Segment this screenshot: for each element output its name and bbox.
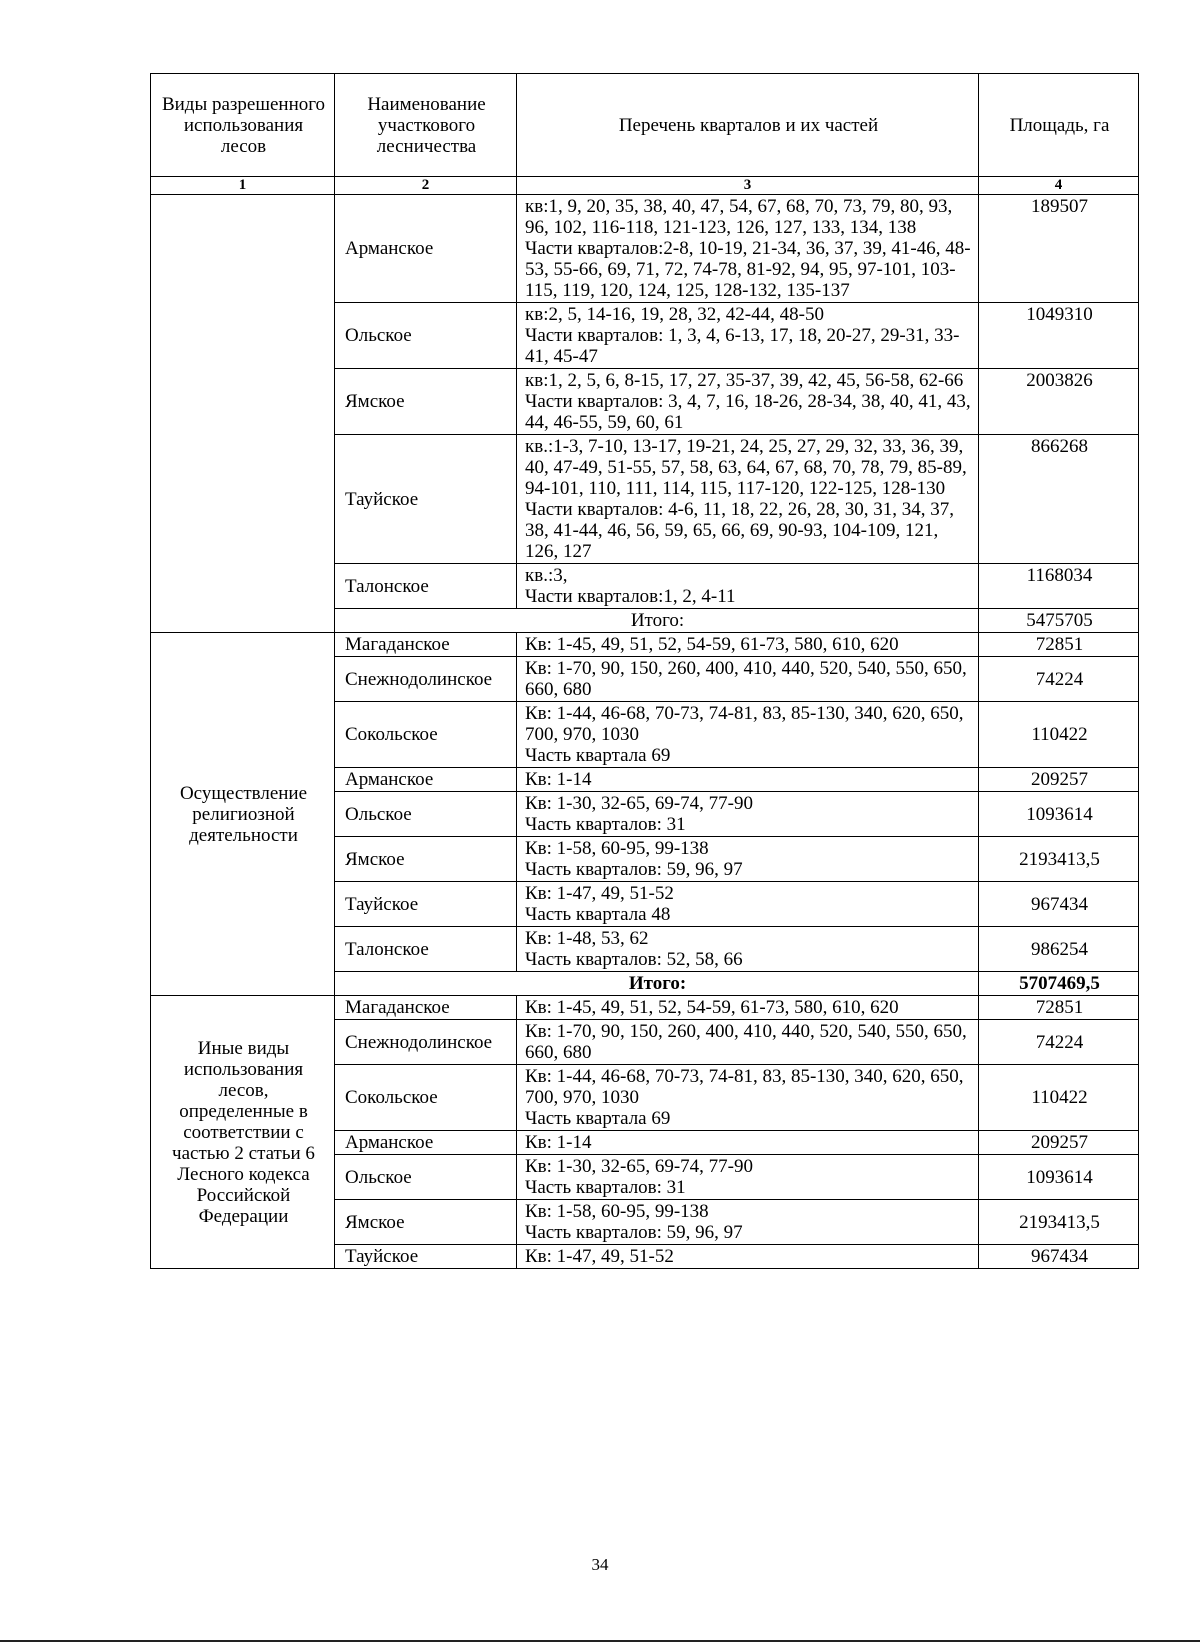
table-row (151, 195, 1139, 303)
quarters-cell (517, 837, 979, 882)
area-cell: 967434 (979, 1245, 1139, 1269)
quarters-cell (517, 996, 979, 1020)
quarters-line: Кв: 1-14 (525, 1132, 592, 1153)
use-type-cell (151, 195, 335, 633)
forestry-name-cell: Ямское (335, 369, 517, 435)
forestry-name-cell: Сокольское (335, 702, 517, 768)
quarters-cell (517, 1200, 979, 1245)
forest-use-table (150, 73, 1139, 1269)
header-forestry-name: Наименование участкового лесничества (335, 74, 517, 177)
total-label: Итого: (335, 972, 979, 996)
forestry-name-cell: Тауйское (335, 1245, 517, 1269)
forestry-name-cell: Ольское (335, 303, 517, 369)
quarters-cell (517, 1155, 979, 1200)
header-quarters-list: Перечень кварталов и их частей (517, 74, 979, 177)
total-value: 5475705 (979, 609, 1139, 633)
quarters-line: Часть квартала 48 (525, 904, 671, 925)
quarters-line: кв.:3, (525, 565, 568, 586)
column-number: 4 (979, 177, 1139, 195)
area-cell: 967434 (979, 882, 1139, 927)
quarters-cell (517, 792, 979, 837)
column-number: 1 (151, 177, 335, 195)
quarters-cell (517, 369, 979, 435)
area-cell: 110422 (979, 702, 1139, 768)
forestry-name-cell: Ольское (335, 1155, 517, 1200)
area-cell: 2193413,5 (979, 1200, 1139, 1245)
quarters-line: Части кварталов:1, 2, 4-11 (525, 586, 736, 607)
quarters-line: Часть кварталов: 52, 58, 66 (525, 949, 743, 970)
area-cell: 1168034 (979, 564, 1139, 609)
column-number-row (151, 177, 1139, 195)
quarters-line: Часть квартала 69 (525, 1108, 671, 1129)
quarters-cell (517, 435, 979, 564)
quarters-line: Части кварталов: 4-6, 11, 18, 22, 26, 28, 30, 31, 34, 37, 38, 41-44, 46, 56, 59, 65, 66, 69, 90-93, 104-109, 121, 126, 127 (525, 499, 955, 562)
quarters-cell (517, 768, 979, 792)
quarters-line: кв:1, 2, 5, 6, 8-15, 17, 27, 35-37, 39, 42, 45, 56-58, 62-66 (525, 370, 964, 391)
area-cell: 74224 (979, 1020, 1139, 1065)
forestry-name-cell: Ямское (335, 837, 517, 882)
bottom-rule (0, 1640, 1200, 1642)
quarters-line: Кв: 1-48, 53, 62 (525, 928, 649, 949)
quarters-line: Кв: 1-70, 90, 150, 260, 400, 410, 440, 520, 540, 550, 650, 660, 680 (525, 658, 967, 700)
quarters-line: Кв: 1-45, 49, 51, 52, 54-59, 61-73, 580, 610, 620 (525, 997, 899, 1018)
quarters-line: Кв: 1-44, 46-68, 70-73, 74-81, 83, 85-130, 340, 620, 650, 700, 970, 1030 (525, 703, 964, 745)
forestry-name-cell: Магаданское (335, 633, 517, 657)
area-cell: 1093614 (979, 1155, 1139, 1200)
quarters-line: Части кварталов: 1, 3, 4, 6-13, 17, 18, 20-27, 29-31, 33-41, 45-47 (525, 325, 960, 367)
forestry-name-cell: Талонское (335, 927, 517, 972)
forestry-name-cell: Тауйское (335, 882, 517, 927)
quarters-cell (517, 303, 979, 369)
forestry-name-cell: Ольское (335, 792, 517, 837)
use-type-cell: Осуществление религиозной деятельности (151, 633, 335, 996)
area-cell: 866268 (979, 435, 1139, 564)
header-use-type: Виды разрешенного использования лесов (151, 74, 335, 177)
area-cell: 189507 (979, 195, 1139, 303)
quarters-line: Кв: 1-58, 60-95, 99-138 (525, 838, 709, 859)
quarters-cell (517, 1245, 979, 1269)
forestry-name-cell: Талонское (335, 564, 517, 609)
quarters-line: Часть кварталов: 59, 96, 97 (525, 1222, 743, 1243)
quarters-line: Часть кварталов: 59, 96, 97 (525, 859, 743, 880)
quarters-cell (517, 1020, 979, 1065)
area-cell: 1049310 (979, 303, 1139, 369)
page-number: 34 (591, 1555, 609, 1574)
quarters-cell (517, 927, 979, 972)
table-row (151, 996, 1139, 1020)
forestry-name-cell: Сокольское (335, 1065, 517, 1131)
forestry-name-cell: Арманское (335, 1131, 517, 1155)
quarters-line: Части кварталов:2-8, 10-19, 21-34, 36, 37, 39, 41-46, 48-53, 55-66, 69, 71, 72, 74-78, 81-92, 94, 95, 97-101, 103-115, 119, 120, 124, 125, 128-132, 135-137 (525, 238, 971, 301)
total-label: Итого: (335, 609, 979, 633)
area-cell: 74224 (979, 657, 1139, 702)
table-row (151, 633, 1139, 657)
quarters-line: Часть кварталов: 31 (525, 1177, 686, 1198)
quarters-line: кв:2, 5, 14-16, 19, 28, 32, 42-44, 48-50 (525, 304, 824, 325)
forestry-name-cell: Магаданское (335, 996, 517, 1020)
header-area: Площадь, га (979, 74, 1139, 177)
quarters-line: Кв: 1-58, 60-95, 99-138 (525, 1201, 709, 1222)
area-cell: 72851 (979, 633, 1139, 657)
quarters-cell (517, 1065, 979, 1131)
area-cell: 72851 (979, 996, 1139, 1020)
forestry-name-cell: Тауйское (335, 435, 517, 564)
forestry-name-cell: Арманское (335, 768, 517, 792)
area-cell: 2193413,5 (979, 837, 1139, 882)
forestry-name-cell: Арманское (335, 195, 517, 303)
quarters-line: Кв: 1-45, 49, 51, 52, 54-59, 61-73, 580, 610, 620 (525, 634, 899, 655)
total-value: 5707469,5 (979, 972, 1139, 996)
area-cell: 986254 (979, 927, 1139, 972)
quarters-line: Кв: 1-47, 49, 51-52 (525, 1246, 674, 1267)
quarters-line: Часть кварталов: 31 (525, 814, 686, 835)
quarters-cell (517, 657, 979, 702)
quarters-cell (517, 633, 979, 657)
quarters-line: Часть квартала 69 (525, 745, 671, 766)
use-type-cell: Иные виды использования лесов, определенные в соответствии с частью 2 статьи 6 Лесного кодекса Российской Федерации (151, 996, 335, 1269)
quarters-line: Кв: 1-30, 32-65, 69-74, 77-90 (525, 793, 753, 814)
quarters-line: Кв: 1-30, 32-65, 69-74, 77-90 (525, 1156, 753, 1177)
quarters-cell (517, 195, 979, 303)
quarters-line: Части кварталов: 3, 4, 7, 16, 18-26, 28-34, 38, 40, 41, 43, 44, 46-55, 59, 60, 61 (525, 391, 971, 433)
quarters-cell (517, 564, 979, 609)
quarters-line: Кв: 1-70, 90, 150, 260, 400, 410, 440, 520, 540, 550, 650, 660, 680 (525, 1021, 967, 1063)
area-cell: 209257 (979, 768, 1139, 792)
column-number: 2 (335, 177, 517, 195)
quarters-line: Кв: 1-44, 46-68, 70-73, 74-81, 83, 85-130, 340, 620, 650, 700, 970, 1030 (525, 1066, 964, 1108)
quarters-cell (517, 1131, 979, 1155)
forestry-name-cell: Ямское (335, 1200, 517, 1245)
area-cell: 209257 (979, 1131, 1139, 1155)
area-cell: 110422 (979, 1065, 1139, 1131)
area-cell: 1093614 (979, 792, 1139, 837)
quarters-line: кв.:1-3, 7-10, 13-17, 19-21, 24, 25, 27, 29, 32, 33, 36, 39, 40, 47-49, 51-55, 57, 58, 63, 64, 67, 68, 70, 78, 79, 85-89, 94-101, 110, 111, 114, 115, 117-120, 122-125, 128-130 (525, 436, 967, 499)
forestry-name-cell: Снежнодолинское (335, 657, 517, 702)
quarters-cell (517, 882, 979, 927)
quarters-cell (517, 702, 979, 768)
forestry-name-cell: Снежнодолинское (335, 1020, 517, 1065)
column-number: 3 (517, 177, 979, 195)
area-cell: 2003826 (979, 369, 1139, 435)
quarters-line: Кв: 1-14 (525, 769, 592, 790)
quarters-line: кв:1, 9, 20, 35, 38, 40, 47, 54, 67, 68, 70, 73, 79, 80, 93, 96, 102, 116-118, 121-123, 126, 127, 133, 134, 138 (525, 196, 953, 238)
quarters-line: Кв: 1-47, 49, 51-52 (525, 883, 674, 904)
header-row (151, 74, 1139, 177)
